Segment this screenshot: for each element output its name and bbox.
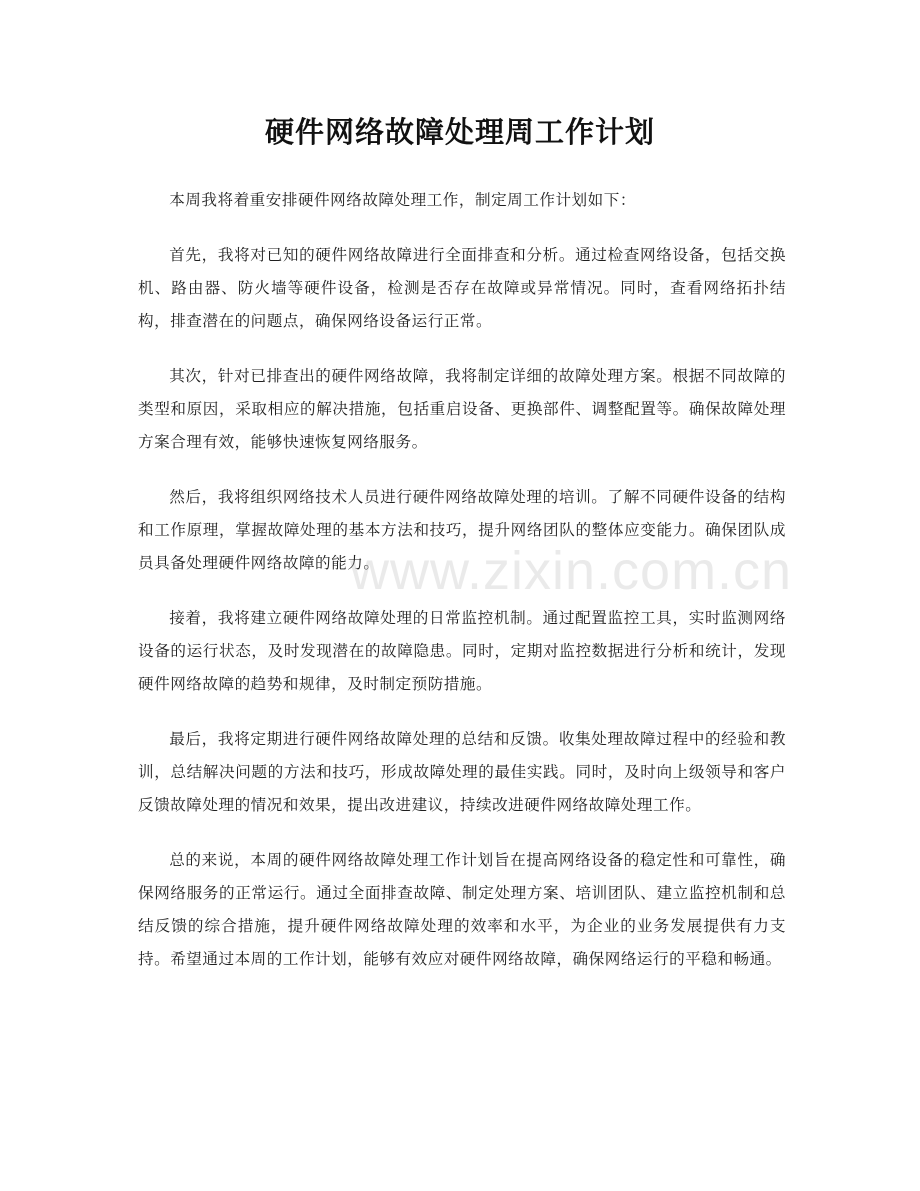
paragraph-third: 然后，我将组织网络技术人员进行硬件网络故障处理的培训。了解不同硬件设备的结构和工作原理，掌握故障处理的基本方法和技巧，提升网络团队的整体应变能力。确保团队成员具备处理硬件网络故障的能力。 bbox=[138, 488, 786, 572]
document-title: 硬件网络故障处理周工作计划 bbox=[264, 115, 655, 149]
paragraph-second: 其次，针对已排查出的硬件网络故障，我将制定详细的故障处理方案。根据不同故障的类型和原因，采取相应的解决措施，包括重启设备、更换部件、调整配置等。确保故障处理方案合理有效，能够快速恢复网络服务。 bbox=[138, 367, 786, 451]
paragraph-fifth: 最后，我将定期进行硬件网络故障处理的总结和反馈。收集处理故障过程中的经验和教训，总结解决问题的方法和技巧，形成故障处理的最佳实践。同时，及时向上级领导和客户反馈故障处理的情况和效果，提出改进建议，持续改进硬件网络故障处理工作。 bbox=[138, 730, 786, 814]
document-body bbox=[138, 184, 786, 998]
watermark: www.zixin.com.cn bbox=[350, 541, 793, 601]
paragraph-intro: 本周我将着重安排硬件网络故障处理工作，制定周工作计划如下： bbox=[169, 191, 636, 209]
paragraph-fourth: 接着，我将建立硬件网络故障处理的日常监控机制。通过配置监控工具，实时监测网络设备的运行状态，及时发现潜在的故障隐患。同时，定期对监控数据进行分析和统计，发现硬件网络故障的趋势和规律，及时制定预防措施。 bbox=[138, 609, 786, 693]
paragraph-summary: 总的来说，本周的硬件网络故障处理工作计划旨在提高网络设备的稳定性和可靠性，确保网络服务的正常运行。通过全面排查故障、制定处理方案、培训团队、建立监控机制和总结反馈的综合措施，提升硬件网络故障处理的效率和水平，为企业的业务发展提供有力支持。希望通过本周的工作计划，能够有效应对硬件网络故障，确保网络运行的平稳和畅通。 bbox=[138, 851, 786, 968]
paragraph-first: 首先，我将对已知的硬件网络故障进行全面排查和分析。通过检查网络设备，包括交换机、路由器、防火墙等硬件设备，检测是否存在故障或异常情况。同时，查看网络拓扑结构，排查潜在的问题点，确保网络设备运行正常。 bbox=[138, 246, 786, 330]
